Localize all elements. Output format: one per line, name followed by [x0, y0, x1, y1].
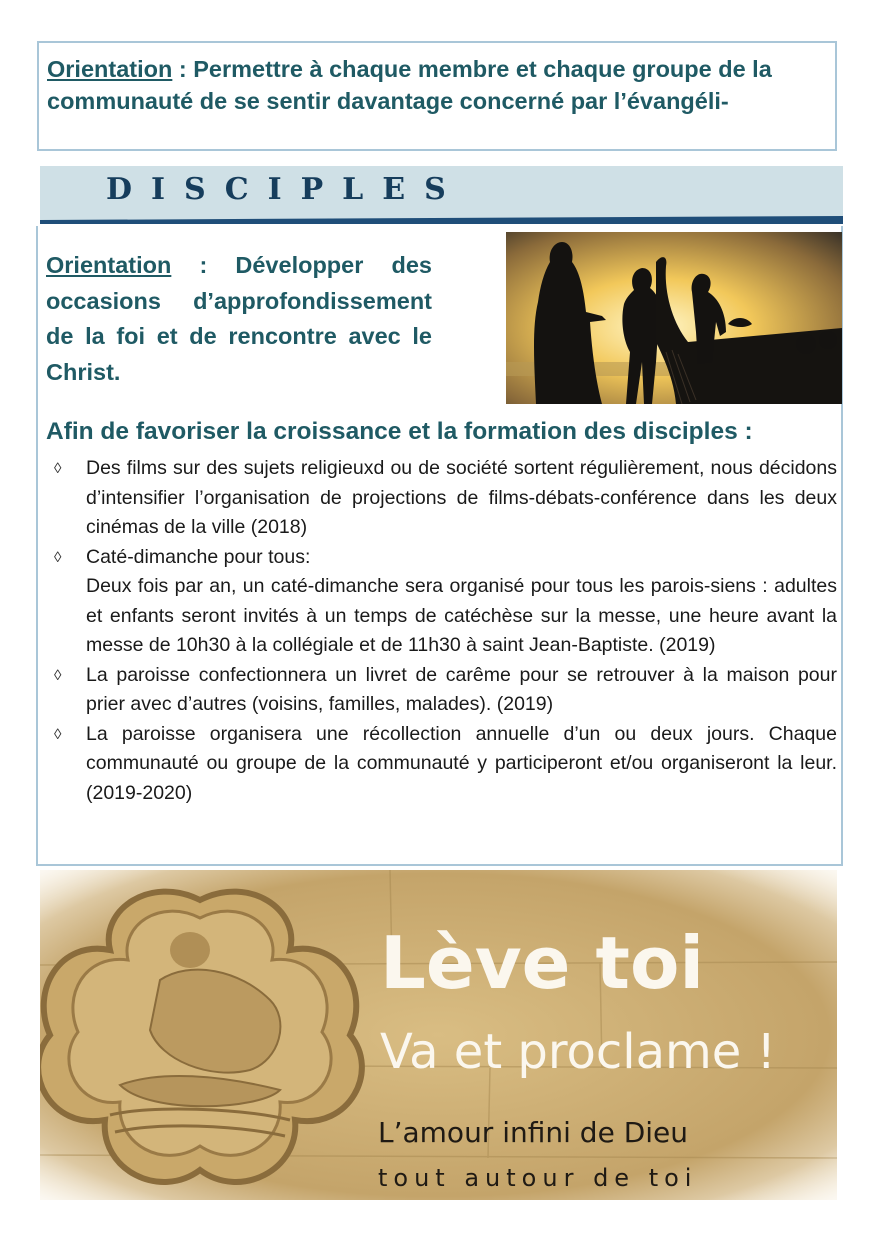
- list-item-text: La paroisse confectionnera un livret de carême pour se retrouver à la maison pour prier avec d’autres (voisins, familles, malades). (2019): [86, 663, 837, 715]
- list-item-text: Des films sur des sujets religieuxd ou de société sortent régulièrement, nous décidons d’intensifier l’organisation de projections de films-débats-conférence dans les deux cinémas de la ville (2018): [86, 457, 837, 538]
- sunset-silhouette-illustration: [506, 232, 842, 404]
- section-heading: Afin de favoriser la croissance et la formation des disciples :: [46, 418, 753, 445]
- list-item-title: Caté-dimanche pour tous:: [86, 545, 311, 568]
- list-item: [38, 543, 843, 661]
- list-item: [38, 720, 843, 809]
- stone-line4: tout autour de toi: [378, 1164, 698, 1192]
- list-item: [38, 454, 843, 543]
- action-list: [38, 454, 843, 808]
- diamond-bullet-icon: ◊: [54, 548, 62, 566]
- orientation-paragraph: [46, 248, 432, 390]
- orientation-label: Orientation: [46, 252, 172, 278]
- stone-line1: Lève toi: [380, 921, 705, 1005]
- diamond-bullet-icon: ◊: [54, 666, 62, 684]
- diamond-bullet-icon: ◊: [54, 725, 62, 743]
- stone-relief-image: [40, 870, 837, 1200]
- stone-line3: L’amour infini de Dieu: [378, 1116, 689, 1149]
- top-orientation-box: [37, 41, 837, 151]
- stone-relief-graphic: [40, 870, 837, 1200]
- banner-underline: [40, 216, 843, 224]
- top-orientation-text: : Permettre à chaque membre et chaque groupe de la communauté de se sentir davantage concerné par l’évangéli-: [47, 56, 772, 114]
- top-orientation-label: Orientation: [47, 56, 173, 82]
- list-item-text: La paroisse organisera une récollection annuelle d’un ou deux jours. Chaque communauté ou groupe de la communauté y participeront et/ou organiseront la leur. (2019-2020): [86, 722, 837, 804]
- disciples-section: [36, 226, 843, 866]
- orientation-text: : Développer des occasions d’approfondissement de la foi et de rencontre avec le Christ.: [46, 252, 432, 385]
- section-banner: [40, 166, 843, 224]
- jesus-disciples-photo: [506, 232, 842, 404]
- diamond-bullet-icon: ◊: [54, 460, 62, 477]
- banner-title: DISCIPLES: [106, 172, 465, 207]
- list-item: [38, 661, 843, 720]
- list-item-text: Deux fois par an, un caté-dimanche sera organisé pour tous les parois-siens : adultes et enfants seront invités à un temps de catéchèse sur la messe, une heure avant la messe de 10h30 à la collégiale et de 11h30 à saint Jean-Baptiste. (2019): [86, 575, 837, 656]
- stone-line2: Va et proclame !: [380, 1024, 776, 1080]
